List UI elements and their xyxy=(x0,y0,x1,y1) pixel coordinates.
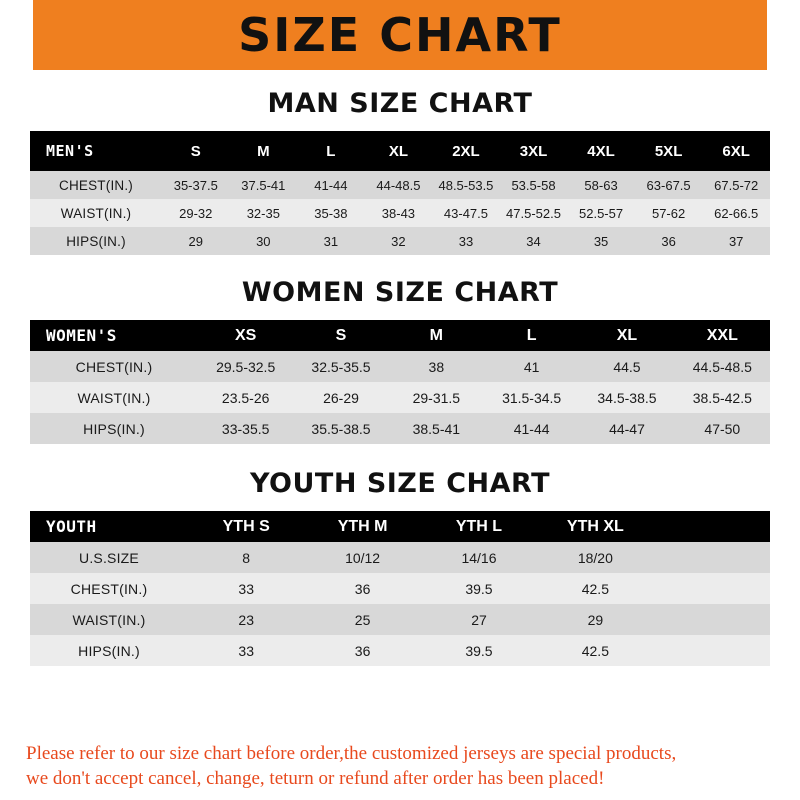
table-cell: 57-62 xyxy=(635,199,703,227)
table-cell: 29 xyxy=(162,227,230,255)
table-cell: 37.5-41 xyxy=(230,171,298,199)
table-cell: 44.5 xyxy=(579,351,674,382)
table-cell: 39.5 xyxy=(421,635,537,666)
banner-left-notch xyxy=(0,0,33,70)
table-cell: 35.5-38.5 xyxy=(293,413,388,444)
table-cell: 47.5-52.5 xyxy=(500,199,568,227)
table-cell: 31.5-34.5 xyxy=(484,382,579,413)
table-cell: 8 xyxy=(188,542,304,573)
table-cell: 18/20 xyxy=(537,542,653,573)
table-row xyxy=(30,604,770,635)
table-row xyxy=(30,382,770,413)
row-label: HIPS(IN.) xyxy=(30,413,198,444)
table-row xyxy=(30,413,770,444)
table-cell: 41-44 xyxy=(484,413,579,444)
table-cell: 32.5-35.5 xyxy=(293,351,388,382)
table-cell: 42.5 xyxy=(537,573,653,604)
column-header: YTH L xyxy=(421,511,537,542)
row-label: WAIST(IN.) xyxy=(30,199,162,227)
table-cell: 35-38 xyxy=(297,199,365,227)
column-header: L xyxy=(297,131,365,171)
column-header: S xyxy=(293,320,388,351)
table-cell: 36 xyxy=(635,227,703,255)
column-header: 4XL xyxy=(567,131,635,171)
women-table-wrap xyxy=(30,320,770,444)
table-cell-empty xyxy=(654,604,770,635)
row-label: CHEST(IN.) xyxy=(30,573,188,604)
footer-divider xyxy=(0,727,800,728)
table-cell: 47-50 xyxy=(675,413,770,444)
column-header: M xyxy=(230,131,298,171)
table-cell: 29-31.5 xyxy=(389,382,484,413)
column-header-empty xyxy=(654,511,770,542)
women-section-title: WOMEN SIZE CHART xyxy=(241,277,559,308)
table-row xyxy=(30,542,770,573)
table-cell: 26-29 xyxy=(293,382,388,413)
row-label: HIPS(IN.) xyxy=(30,227,162,255)
table-cell-empty xyxy=(654,635,770,666)
table-cell-empty xyxy=(654,573,770,604)
row-label: HIPS(IN.) xyxy=(30,635,188,666)
table-cell: 58-63 xyxy=(567,171,635,199)
table-cell: 38.5-41 xyxy=(389,413,484,444)
table-cell: 33 xyxy=(432,227,500,255)
table-cell: 31 xyxy=(297,227,365,255)
table-row xyxy=(30,351,770,382)
table-cell: 33-35.5 xyxy=(198,413,293,444)
table-cell: 10/12 xyxy=(304,542,420,573)
table-row xyxy=(30,573,770,604)
women-size-table xyxy=(30,320,770,444)
table-cell: 36 xyxy=(304,635,420,666)
column-header: S xyxy=(162,131,230,171)
column-header: XL xyxy=(579,320,674,351)
footer-note-line2: we don't accept cancel, change, teturn or refund after order has been placed! xyxy=(26,768,605,790)
column-header: 3XL xyxy=(500,131,568,171)
table-cell: 43-47.5 xyxy=(432,199,500,227)
youth-section-title: YOUTH SIZE CHART xyxy=(249,468,551,499)
table-cell: 36 xyxy=(304,573,420,604)
table-cell: 44-48.5 xyxy=(365,171,433,199)
column-header: 5XL xyxy=(635,131,703,171)
table-cell: 67.5-72 xyxy=(702,171,770,199)
table-cell: 52.5-57 xyxy=(567,199,635,227)
banner-right-notch xyxy=(767,0,800,70)
table-header-row xyxy=(30,131,770,171)
table-cell: 38 xyxy=(389,351,484,382)
table-cell: 29-32 xyxy=(162,199,230,227)
column-header: 2XL xyxy=(432,131,500,171)
table-cell: 41 xyxy=(484,351,579,382)
column-header: XXL xyxy=(675,320,770,351)
table-cell: 39.5 xyxy=(421,573,537,604)
column-header: WOMEN'S xyxy=(30,320,198,351)
table-cell: 33 xyxy=(188,573,304,604)
table-header-row xyxy=(30,320,770,351)
row-label: WAIST(IN.) xyxy=(30,604,188,635)
column-header: XS xyxy=(198,320,293,351)
column-header: M xyxy=(389,320,484,351)
table-cell: 29.5-32.5 xyxy=(198,351,293,382)
table-cell: 62-66.5 xyxy=(702,199,770,227)
table-cell: 23 xyxy=(188,604,304,635)
youth-table-wrap xyxy=(30,511,770,666)
table-cell: 23.5-26 xyxy=(198,382,293,413)
table-cell: 38-43 xyxy=(365,199,433,227)
man-size-table xyxy=(30,131,770,255)
column-header: YOUTH xyxy=(30,511,188,542)
header-banner xyxy=(0,0,800,70)
table-cell: 63-67.5 xyxy=(635,171,703,199)
man-section-title: MAN SIZE CHART xyxy=(267,88,533,119)
table-cell: 32-35 xyxy=(230,199,298,227)
table-row xyxy=(30,635,770,666)
table-cell: 38.5-42.5 xyxy=(675,382,770,413)
table-cell: 37 xyxy=(702,227,770,255)
row-label: U.S.SIZE xyxy=(30,542,188,573)
table-cell: 30 xyxy=(230,227,298,255)
table-row xyxy=(30,171,770,199)
table-cell: 35 xyxy=(567,227,635,255)
column-header: YTH M xyxy=(304,511,420,542)
table-cell: 33 xyxy=(188,635,304,666)
column-header: YTH S xyxy=(188,511,304,542)
table-cell: 29 xyxy=(537,604,653,635)
row-label: CHEST(IN.) xyxy=(30,171,162,199)
column-header: MEN'S xyxy=(30,131,162,171)
table-cell: 34.5-38.5 xyxy=(579,382,674,413)
table-cell: 25 xyxy=(304,604,420,635)
footer-note-line1: Please refer to our size chart before order,the customized jerseys are special products, xyxy=(26,742,677,764)
column-header: 6XL xyxy=(702,131,770,171)
man-table-wrap xyxy=(30,131,770,255)
row-label: WAIST(IN.) xyxy=(30,382,198,413)
page-title: SIZE CHART xyxy=(238,8,562,62)
table-row xyxy=(30,199,770,227)
footer-note xyxy=(0,741,800,792)
youth-size-table xyxy=(30,511,770,666)
column-header: XL xyxy=(365,131,433,171)
table-cell: 41-44 xyxy=(297,171,365,199)
table-cell: 35-37.5 xyxy=(162,171,230,199)
table-row xyxy=(30,227,770,255)
table-cell: 44.5-48.5 xyxy=(675,351,770,382)
table-cell: 42.5 xyxy=(537,635,653,666)
table-cell: 14/16 xyxy=(421,542,537,573)
table-cell: 48.5-53.5 xyxy=(432,171,500,199)
table-cell: 27 xyxy=(421,604,537,635)
column-header: L xyxy=(484,320,579,351)
table-cell: 53.5-58 xyxy=(500,171,568,199)
table-header-row xyxy=(30,511,770,542)
row-label: CHEST(IN.) xyxy=(30,351,198,382)
table-cell: 32 xyxy=(365,227,433,255)
table-cell-empty xyxy=(654,542,770,573)
column-header: YTH XL xyxy=(537,511,653,542)
table-cell: 34 xyxy=(500,227,568,255)
table-cell: 44-47 xyxy=(579,413,674,444)
